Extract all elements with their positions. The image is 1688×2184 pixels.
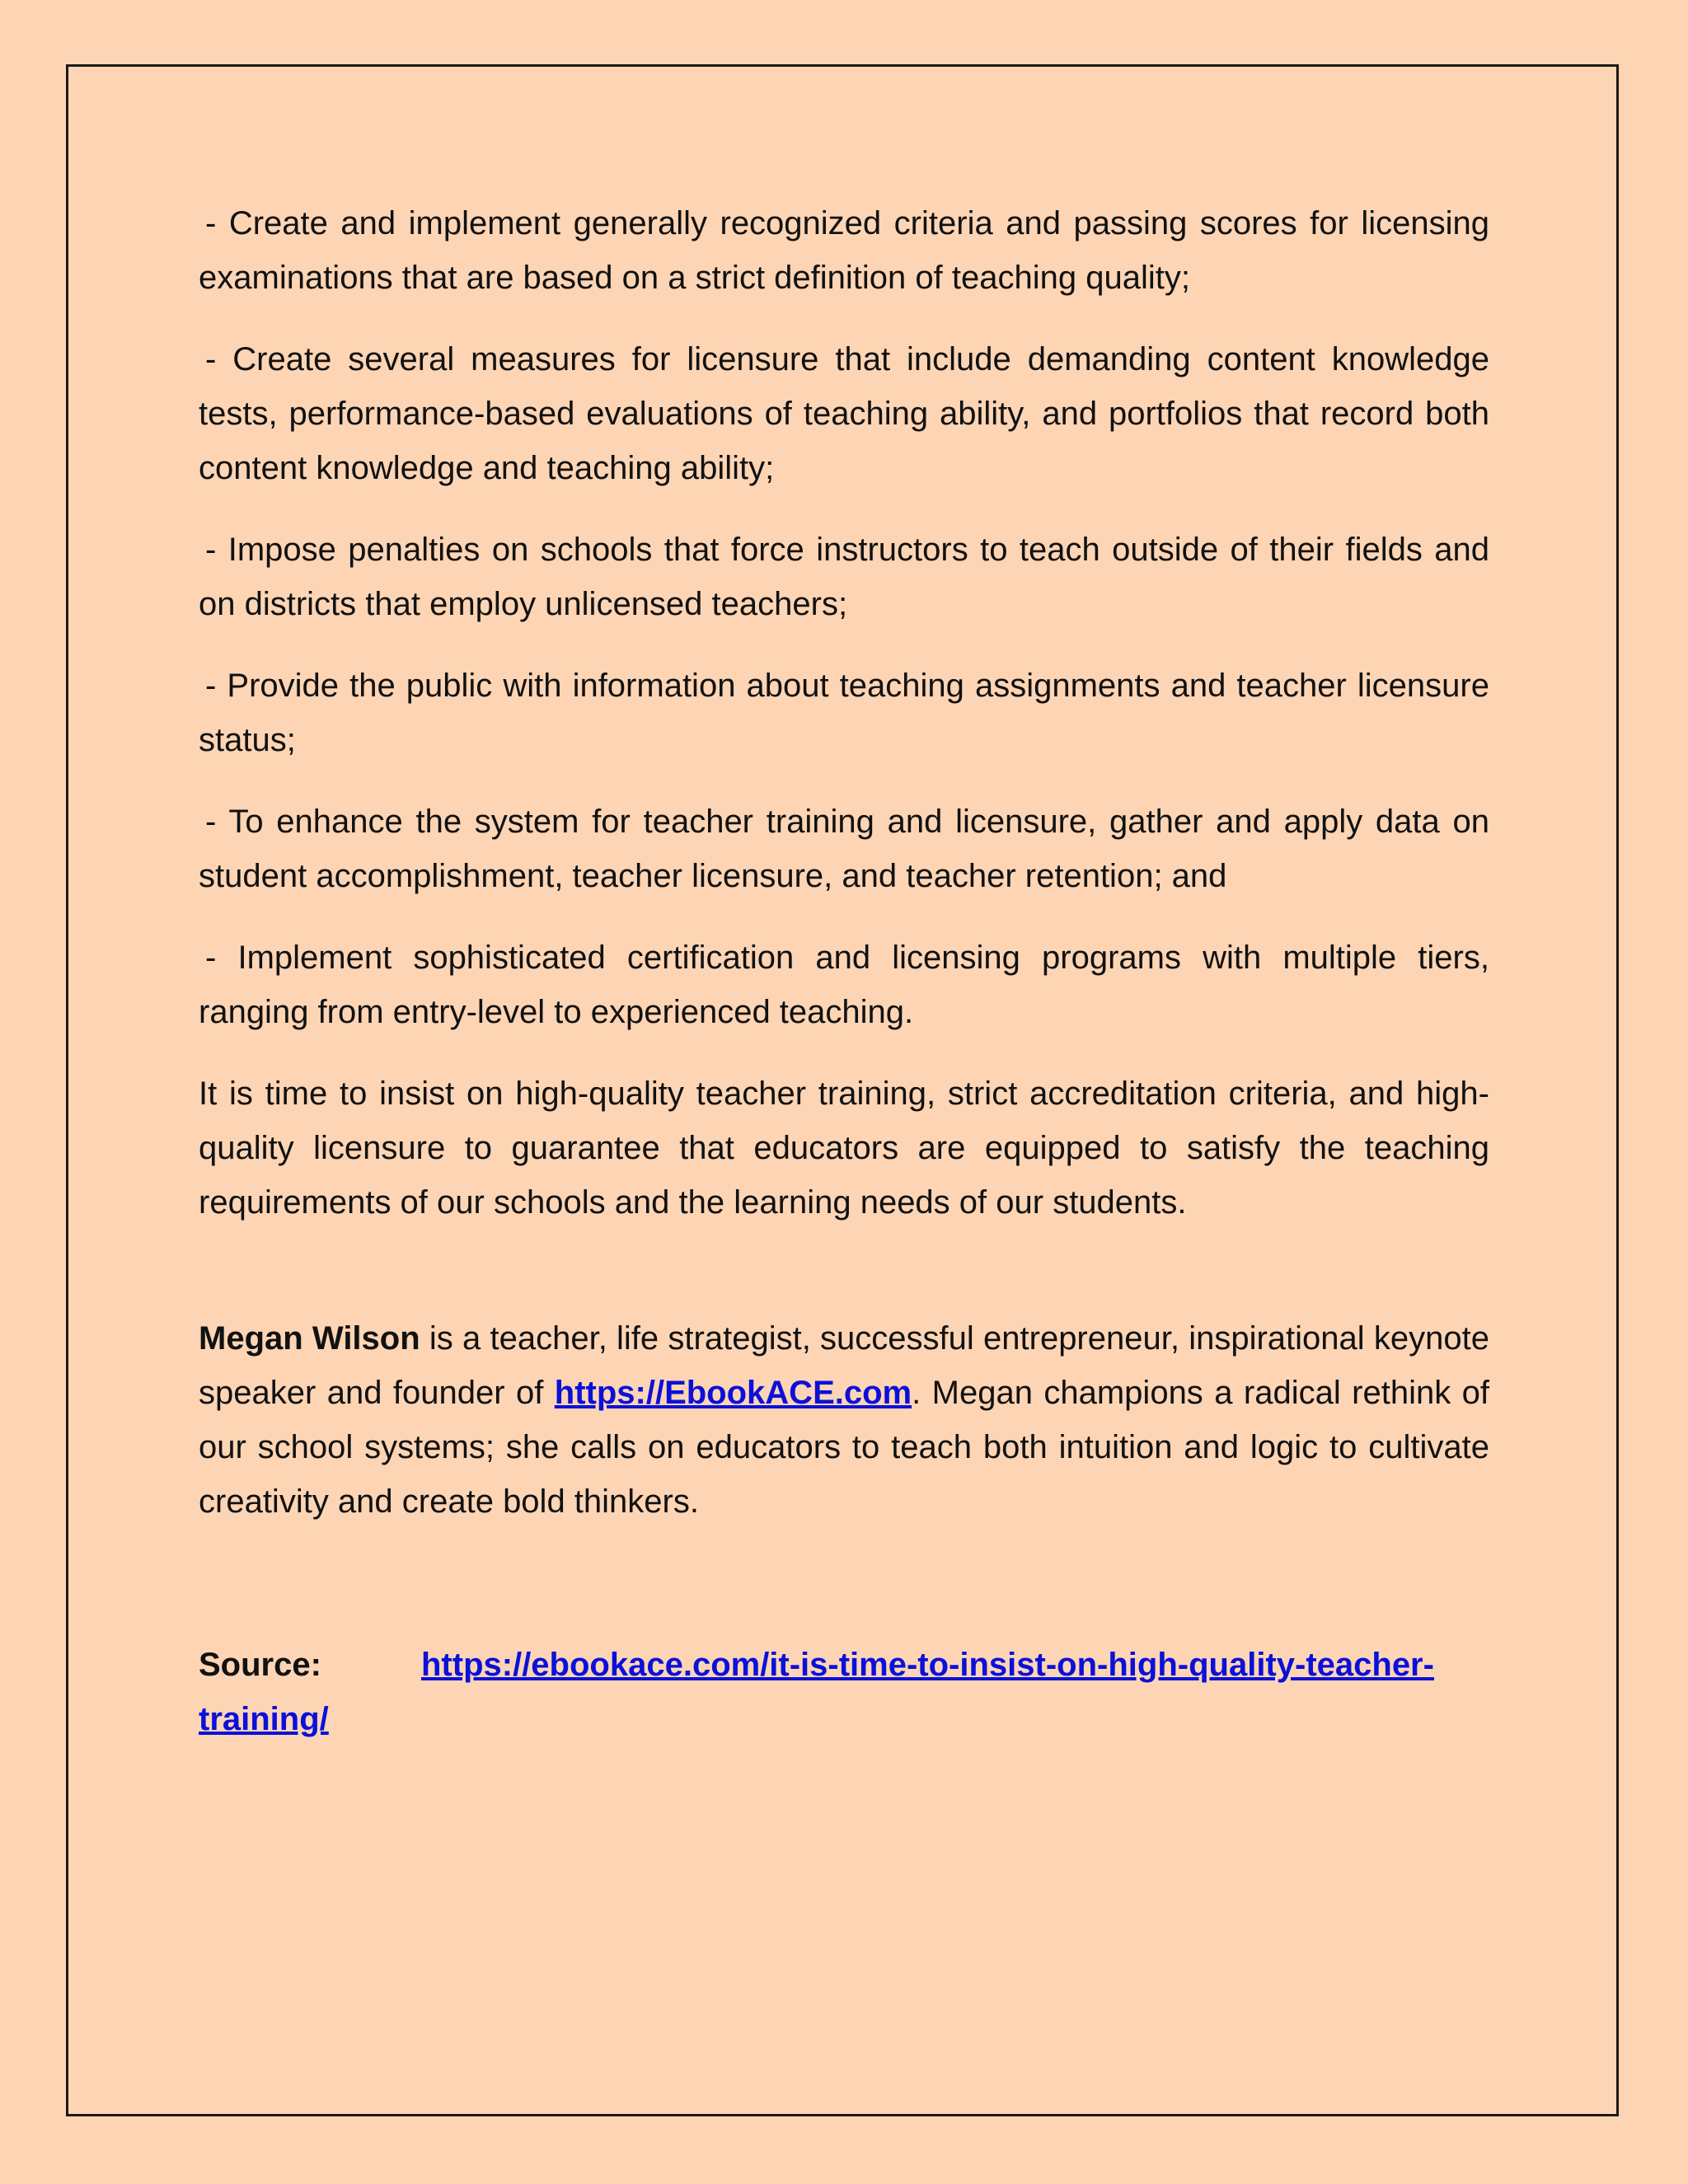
bullet-tiered-programs: - Implement sophisticated certification and licensing programs with multiple tiers, ranging from entry-level to experienced teaching.	[199, 940, 1489, 1030]
source-link[interactable]: https://ebookace.com/it-is-time-to-insist-on-high-quality-teacher-training/	[199, 1647, 1434, 1737]
bullet-public-information: - Provide the public with information about teaching assignments and teacher licensure status;	[199, 668, 1489, 758]
ebookace-link[interactable]: https://EbookACE.com	[554, 1375, 912, 1411]
document-body	[199, 196, 1489, 1746]
conclusion-paragraph: It is time to insist on high-quality teacher training, strict accreditation criteria, and high-quality licensure to guarantee that educators are equipped to satisfy the teaching requirements of our schools and the learning needs of our students.	[199, 1076, 1489, 1221]
author-bio	[199, 1311, 1489, 1529]
bullet-licensure-measures: - Create several measures for licensure that include demanding content knowledge tests, performance-based evaluations of teaching ability, and portfolios that record both content knowledge and teaching ability;	[199, 341, 1489, 486]
spacer	[199, 1556, 1489, 1638]
bio-text-before-link: is a teacher, life strategist, successful entrepreneur, inspirational keynote speaker and founder of	[199, 1320, 1489, 1411]
author-name: Megan Wilson	[199, 1320, 420, 1357]
bullet-impose-penalties: - Impose penalties on schools that force instructors to teach outside of their fields and on districts that employ unlicensed teachers;	[199, 532, 1489, 622]
source-line	[199, 1638, 1489, 1746]
bio-text-after-link: . Megan champions a radical rethink of our school systems; she calls on educators to teach both intuition and logic to cultivate creativity and create bold thinkers.	[199, 1375, 1489, 1520]
spacer	[199, 1257, 1489, 1311]
bullet-licensing-criteria: - Create and implement generally recognized criteria and passing scores for licensing examinations that are based on a strict definition of teaching quality;	[199, 205, 1489, 296]
source-label: Source:	[199, 1647, 321, 1683]
bullet-gather-data: - To enhance the system for teacher training and licensure, gather and apply data on student accomplishment, teacher licensure, and teacher retention; and	[199, 804, 1489, 894]
